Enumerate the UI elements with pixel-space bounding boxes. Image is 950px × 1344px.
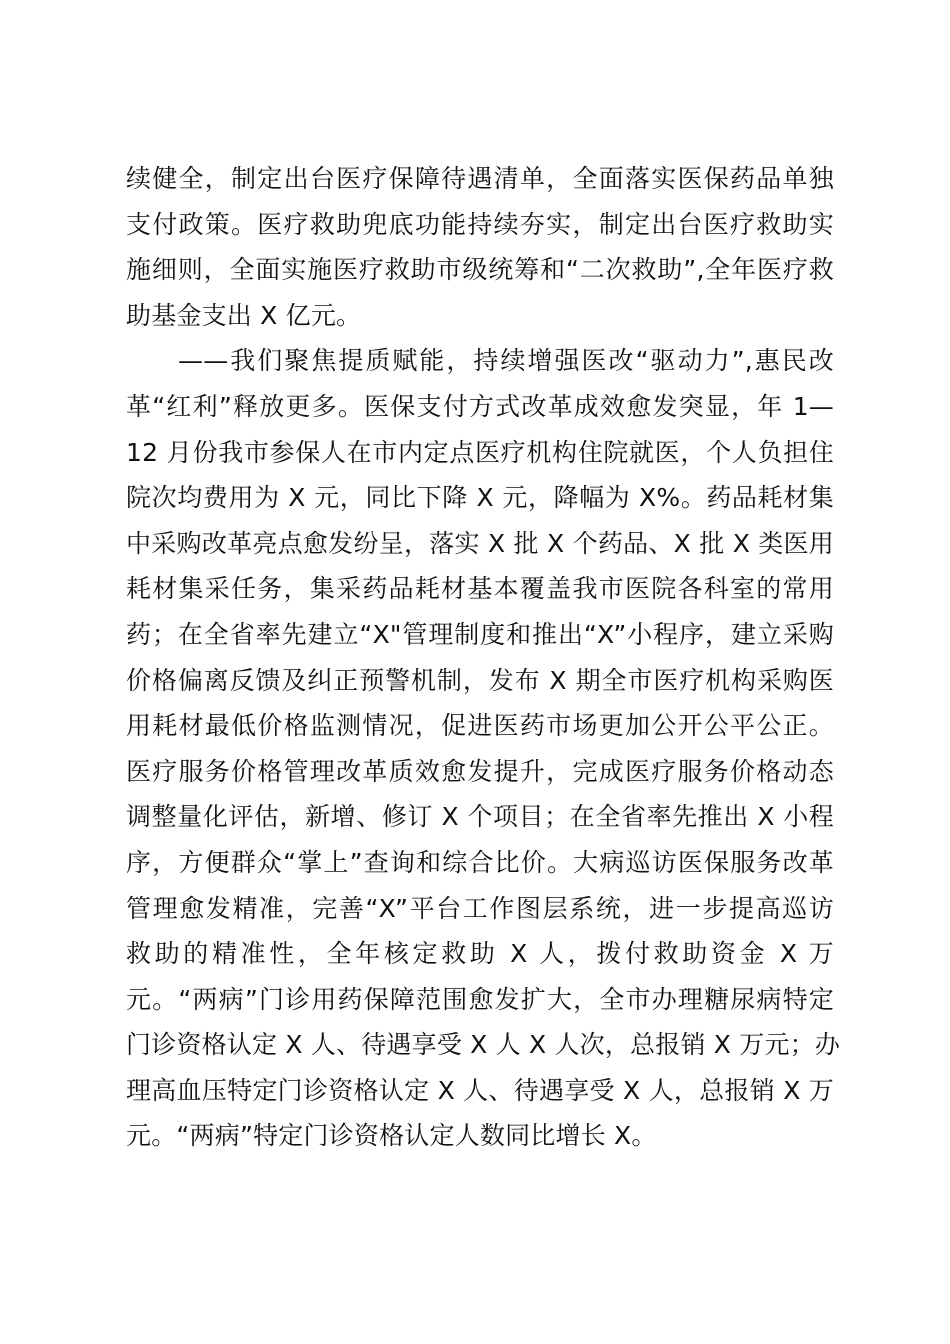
text-line: 院次均费用为 X 元，同比下降 X 元，降幅为 X%。药品耗材集 <box>126 483 834 513</box>
text-line: 元。“两病”特定门诊资格认定人数同比增长 X。 <box>126 1121 657 1151</box>
text-line: 药；在全省率先建立“X"管理制度和推出“X”小程序，建立采购 <box>126 619 834 649</box>
text-line: 中采购改革亮点愈发纷呈，落实 X 批 X 个药品、X 批 X 类医用 <box>126 528 834 558</box>
text-line: 耗材集采任务，集采药品耗材基本覆盖我市医院各科室的常用 <box>126 574 834 604</box>
text-line: 助基金支出 X 亿元。 <box>126 300 362 330</box>
text-line: 价格偏离反馈及纠正预警机制，发布 X 期全市医疗机构采购医 <box>126 665 834 695</box>
text-line: 序，方便群众“掌上”查询和综合比价。大病巡访医保服务改革 <box>126 847 834 877</box>
text-line: 管理愈发精准，完善“X”平台工作图层系统，进一步提高巡访 <box>126 893 834 923</box>
text-line: 施细则，全面实施医疗救助市级统筹和“二次救助”,全年医疗救 <box>126 255 834 285</box>
text-line: 救助的精准性，全年核定救助 X 人，拨付救助资金 X 万 <box>126 939 834 969</box>
text-line: 续健全，制定出台医疗保障待遇清单，全面落实医保药品单独 <box>126 164 834 193</box>
paragraph-first-line: ——我们聚焦提质赋能，持续增强医改“驱动力”,惠民改 <box>178 346 834 376</box>
text-line: 理高血压特定门诊资格认定 X 人、待遇享受 X 人，总报销 X 万 <box>126 1075 834 1105</box>
document-body <box>126 156 841 1159</box>
text-line: 门诊资格认定 X 人、待遇享受 X 人 X 人次，总报销 X 万元；办 <box>126 1030 841 1060</box>
text-line: 革“红利”释放更多。医保支付方式改革成效愈发突显，年 1— <box>126 391 834 421</box>
text-line: 调整量化评估，新增、修订 X 个项目；在全省率先推出 X 小程 <box>126 802 834 832</box>
text-line: 12 月份我市参保人在市内定点医疗机构住院就医，个人负担住 <box>126 437 834 467</box>
text-line: 元。“两病”门诊用药保障范围愈发扩大，全市办理糖尿病特定 <box>126 984 834 1014</box>
text-line: 医疗服务价格管理改革质效愈发提升，完成医疗服务价格动态 <box>126 756 834 786</box>
text-line: 用耗材最低价格监测情况，促进医药市场更加公开公平公正。 <box>126 711 834 741</box>
text-line: 支付政策。医疗救助兜底功能持续夯实，制定出台医疗救助实 <box>126 209 834 239</box>
